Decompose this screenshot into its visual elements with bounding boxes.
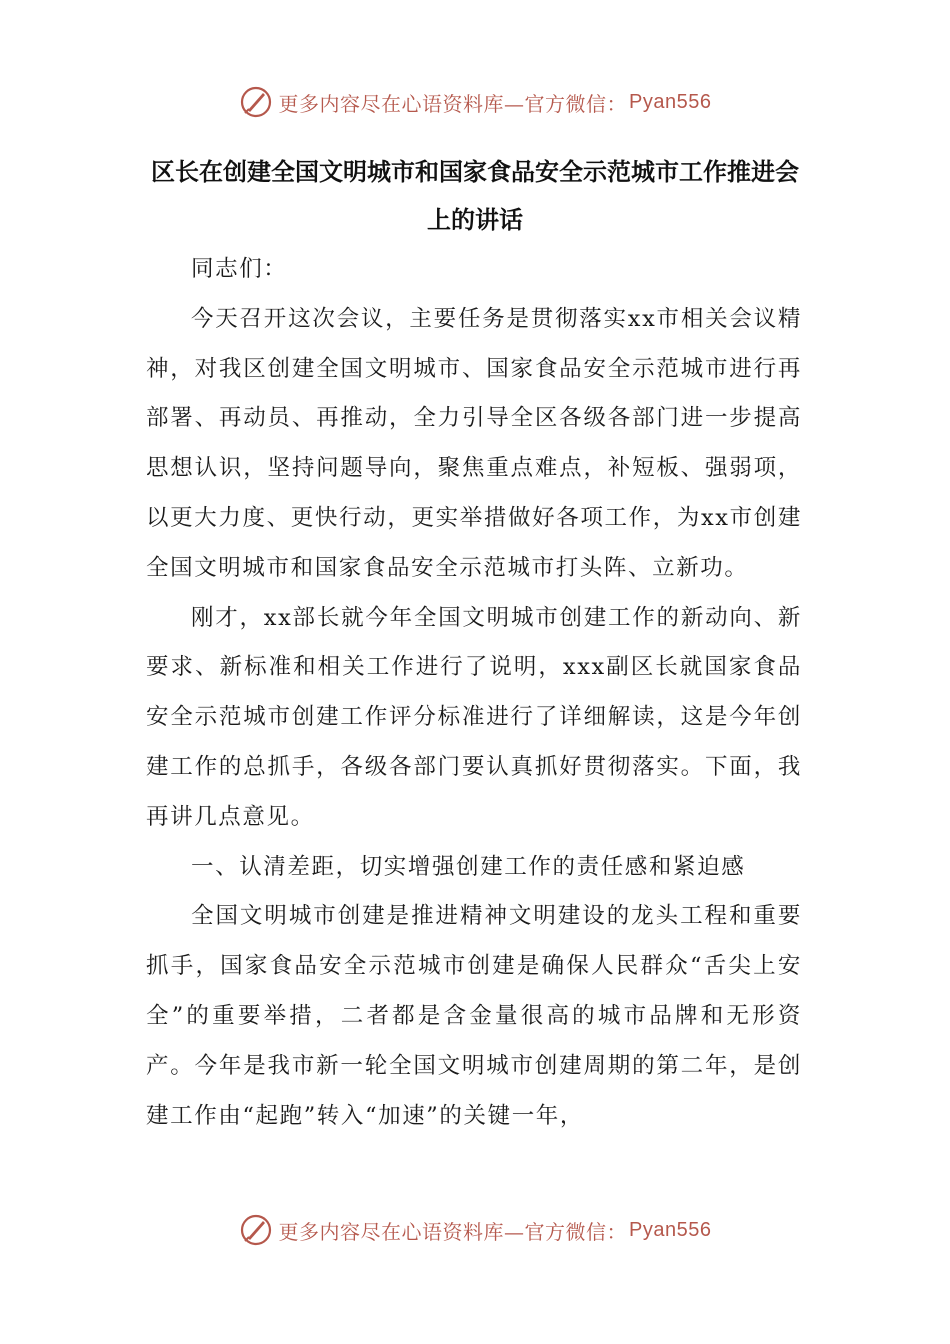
document-title: 区长在创建全国文明城市和国家食品安全示范城市工作推进会上的讲话 (151, 158, 799, 234)
watermark-banner-top (0, 82, 950, 122)
watermark-wechat-id: Pyan556 (629, 90, 712, 113)
salutation: 同志们： (191, 256, 288, 282)
section-heading-1: 一、认清差距，切实增强创建工作的责任感和紧迫感 (191, 853, 746, 880)
watermark-wechat-id: Pyan556 (629, 1218, 712, 1241)
quill-logo-icon (239, 1213, 273, 1247)
paragraph-3: 全国文明城市创建是推进精神文明建设的龙头工程和重要抓手，国家食品安全示范城市创建是确保人民群众“舌尖上安全”的重要举措，二者都是含金量很高的城市品牌和无形资产。今年是我市新一轮全国文明城市创建周期的第二年，是创建工作由“起跑”转入“加速”的关键一年， (146, 903, 802, 1129)
paragraph-2: 刚才，xx部长就今年全国文明城市创建工作的新动向、新要求、新标准和相关工作进行了说明，xxx副区长就国家食品安全示范城市创建工作评分标准进行了详细解读，这是今年创建工作的总抓手，各级各部门要认真抓好贯彻落实。下面，我再讲几点意见。 (146, 604, 802, 830)
paragraph-1: 今天召开这次会议，主要任务是贯彻落实xx市相关会议精神，对我区创建全国文明城市、国家食品安全示范城市进行再部署、再动员、再推动，全力引导全区各级各部门进一步提高思想认识，坚持问题导向，聚焦重点难点，补短板、强弱项，以更大力度、更快行动，更实举措做好各项工作，为xx市创建全国文明城市和国家食品安全示范城市打头阵、立新功。 (146, 305, 802, 581)
quill-logo-icon (239, 85, 273, 119)
watermark-text: 更多内容尽在心语资料库—官方微信： (278, 1219, 628, 1244)
watermark-text: 更多内容尽在心语资料库—官方微信： (278, 91, 628, 116)
watermark-banner-bottom (0, 1210, 950, 1250)
document-body (146, 245, 802, 1141)
